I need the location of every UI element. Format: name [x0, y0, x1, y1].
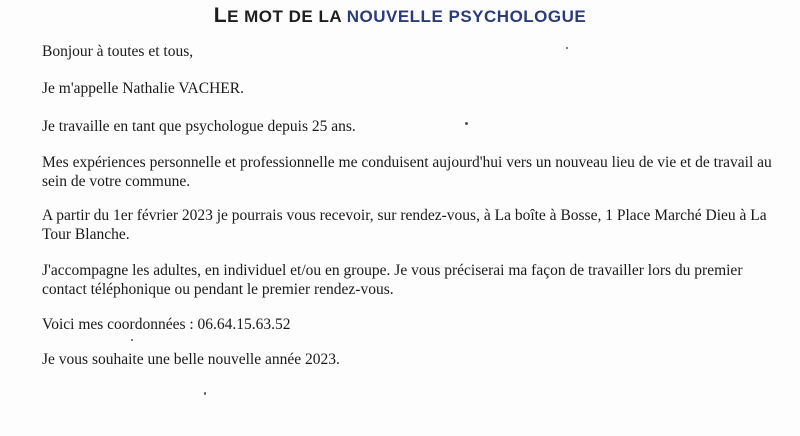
- contact-line: Voici mes coordonnées : 06.64.15.63.52: [42, 316, 291, 333]
- scan-speck: [204, 392, 206, 395]
- relocation-paragraph: Mes expériences personnelle et professionnelle me conduisent aujourd'hui vers un nouveau lieu de vie et de travail au sein de votre commune.: [42, 154, 772, 190]
- scan-speck: [465, 122, 468, 125]
- page-title: [0, 4, 800, 28]
- approach-paragraph: J'accompagne les adultes, en individuel et/ou en groupe. Je vous préciserai ma façon de travailler lors du premier contact téléphonique ou pendant le premier rendez-vous.: [42, 262, 743, 298]
- greeting: Bonjour à toutes et tous,: [42, 43, 194, 60]
- appointment-paragraph: A partir du 1er février 2023 je pourrais vous recevoir, sur rendez-vous, à La boîte à Bosse, 1 Place Marché Dieu à La Tour Blanche.: [42, 207, 767, 243]
- new-year-wishes: Je vous souhaite une belle nouvelle année 2023.: [42, 351, 340, 368]
- title-accent: NOUVELLE PSYCHOLOGUE: [346, 7, 587, 26]
- title-initial: L: [213, 4, 228, 27]
- scan-speck: [131, 339, 133, 341]
- experience-line: Je travaille en tant que psychologue depuis 25 ans.: [42, 118, 356, 135]
- title-lead: [213, 4, 347, 27]
- title-lead-text: E MOT DE LA: [227, 7, 347, 26]
- scan-speck: [566, 47, 568, 49]
- introduction: Je m'appelle Nathalie VACHER.: [42, 80, 244, 97]
